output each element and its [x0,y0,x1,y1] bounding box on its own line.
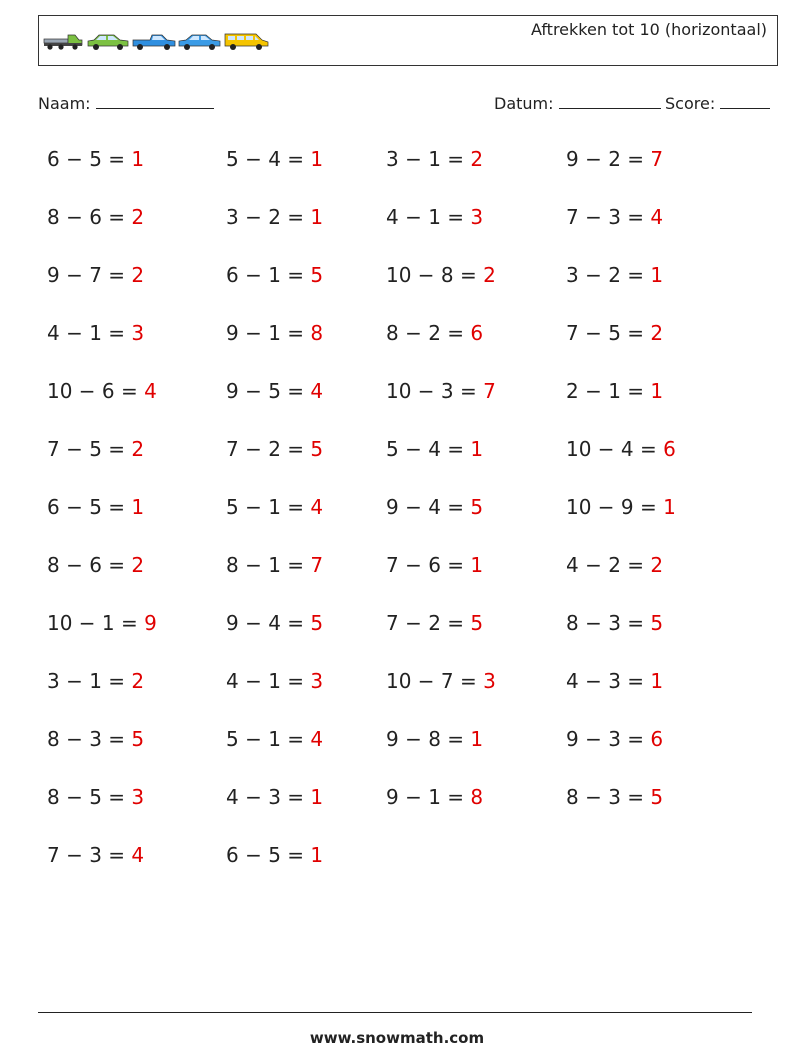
problem-answer: 4 [650,205,664,229]
problem-item [226,379,323,403]
problem-answer: 1 [470,553,484,577]
problem-question: 3 − 1 = [47,669,126,693]
blue-sedan-icon [179,35,220,50]
problem-question: 10 − 9 = [566,495,657,519]
problem-item [566,263,663,287]
problem-question: 5 − 4 = [386,437,465,461]
problem-item [226,785,323,809]
problem-question: 7 − 6 = [386,553,465,577]
problem-question: 4 − 1 = [386,205,465,229]
problem-item [47,205,144,229]
problem-answer: 2 [131,263,145,287]
footer-divider [38,1012,752,1013]
problem-item [386,553,483,577]
problem-item [47,147,144,171]
problem-question: 8 − 1 = [226,553,305,577]
worksheet-header [38,15,778,66]
name-blank [96,94,214,109]
problem-item [386,785,483,809]
problem-question: 8 − 3 = [47,727,126,751]
problem-question: 3 − 2 = [566,263,645,287]
problem-question: 6 − 5 = [47,495,126,519]
problem-item [47,495,144,519]
problem-question: 4 − 3 = [566,669,645,693]
problem-question: 7 − 5 = [47,437,126,461]
problem-item [566,727,663,751]
problem-answer: 7 [310,553,324,577]
problem-answer: 4 [310,379,324,403]
worksheet-title: Aftrekken tot 10 (horizontaal) [530,20,767,39]
problem-question: 4 − 1 = [226,669,305,693]
problem-answer: 6 [470,321,484,345]
blue-pickup-icon [133,35,175,50]
problem-answer: 8 [310,321,324,345]
problem-question: 6 − 1 = [226,263,305,287]
score-field [665,94,770,113]
problem-question: 9 − 4 = [386,495,465,519]
problem-item [386,263,496,287]
problem-answer: 5 [310,263,324,287]
problem-item [47,669,144,693]
problem-question: 5 − 1 = [226,495,305,519]
problem-item [47,843,144,867]
problem-answer: 2 [650,321,664,345]
problem-question: 8 − 6 = [47,553,126,577]
problem-item [566,669,663,693]
problem-item [566,553,663,577]
problem-question: 4 − 3 = [226,785,305,809]
problem-answer: 9 [144,611,157,635]
problem-answer: 2 [470,147,484,171]
problem-answer: 5 [310,437,324,461]
problem-item [226,495,323,519]
problem-question: 3 − 1 = [386,147,465,171]
problem-answer: 6 [663,437,676,461]
problem-answer: 5 [310,611,324,635]
problem-question: 10 − 8 = [386,263,477,287]
problem-answer: 1 [131,495,145,519]
problem-item [566,785,663,809]
problem-answer: 1 [650,263,664,287]
problem-question: 6 − 5 = [47,147,126,171]
problem-item [386,611,483,635]
problem-item [47,553,144,577]
problem-answer: 7 [483,379,496,403]
problem-answer: 3 [131,785,145,809]
problem-item [386,669,496,693]
problem-answer: 2 [131,553,145,577]
problem-answer: 4 [310,495,324,519]
problem-answer: 6 [650,727,664,751]
problem-item [386,379,496,403]
problem-answer: 1 [131,147,145,171]
problem-question: 9 − 3 = [566,727,645,751]
problem-answer: 5 [650,785,664,809]
problem-question: 6 − 5 = [226,843,305,867]
score-blank [720,94,770,109]
problem-answer: 1 [310,785,324,809]
problem-item [386,437,483,461]
date-label: Datum: [494,94,554,113]
problem-question: 8 − 3 = [566,785,645,809]
problem-item [226,205,323,229]
problem-item [566,495,676,519]
problem-question: 9 − 5 = [226,379,305,403]
problem-answer: 2 [483,263,496,287]
problem-answer: 5 [131,727,145,751]
problem-answer: 3 [470,205,484,229]
problem-answer: 1 [663,495,676,519]
yellow-van-icon [225,34,268,50]
name-label: Naam: [38,94,91,113]
problem-question: 9 − 7 = [47,263,126,287]
problem-item [47,379,157,403]
problem-question: 8 − 5 = [47,785,126,809]
problem-item [386,727,483,751]
problem-answer: 1 [650,669,664,693]
footer-url: www.snowmath.com [309,1029,485,1047]
problem-question: 8 − 3 = [566,611,645,635]
problem-item [226,321,323,345]
date-field [494,94,661,113]
problem-question: 5 − 1 = [226,727,305,751]
problem-item [47,785,144,809]
problem-question: 7 − 3 = [566,205,645,229]
problem-item [47,437,144,461]
problem-answer: 2 [650,553,664,577]
name-field [38,94,214,113]
problem-question: 9 − 1 = [226,321,305,345]
problem-item [226,843,323,867]
problem-question: 3 − 2 = [226,205,305,229]
problem-answer: 2 [131,205,145,229]
problem-item [566,437,676,461]
problem-item [47,321,144,345]
problem-item [566,611,663,635]
problem-item [226,553,323,577]
problem-item [47,611,157,635]
problem-answer: 2 [131,437,145,461]
problem-question: 10 − 6 = [47,379,138,403]
problem-question: 7 − 2 = [386,611,465,635]
problem-question: 10 − 4 = [566,437,657,461]
problem-question: 10 − 3 = [386,379,477,403]
problem-question: 9 − 2 = [566,147,645,171]
date-blank [559,94,661,109]
problem-item [226,263,323,287]
problem-item [226,611,323,635]
problem-answer: 8 [470,785,484,809]
problem-item [386,495,483,519]
problem-question: 9 − 1 = [386,785,465,809]
problem-answer: 1 [650,379,664,403]
problem-question: 9 − 4 = [226,611,305,635]
problem-answer: 1 [310,147,324,171]
problem-answer: 5 [650,611,664,635]
problem-answer: 4 [310,727,324,751]
problem-question: 4 − 1 = [47,321,126,345]
problem-item [386,147,483,171]
problem-question: 8 − 2 = [386,321,465,345]
problem-answer: 4 [131,843,145,867]
problem-item [566,147,663,171]
problem-answer: 3 [483,669,496,693]
problem-question: 7 − 2 = [226,437,305,461]
problem-item [226,727,323,751]
problem-answer: 1 [470,437,484,461]
problem-answer: 1 [310,843,324,867]
problem-question: 4 − 2 = [566,553,645,577]
problem-answer: 3 [310,669,324,693]
problem-answer: 5 [470,611,484,635]
problem-question: 2 − 1 = [566,379,645,403]
problem-answer: 5 [470,495,484,519]
problem-question: 7 − 5 = [566,321,645,345]
problem-item [47,263,144,287]
problem-question: 5 − 4 = [226,147,305,171]
problem-answer: 2 [131,669,145,693]
problem-item [226,669,323,693]
problem-question: 9 − 8 = [386,727,465,751]
problem-question: 10 − 7 = [386,669,477,693]
problem-item [386,321,483,345]
problem-item [566,205,663,229]
problem-item [566,379,663,403]
problem-question: 8 − 6 = [47,205,126,229]
problem-item [47,727,144,751]
problem-answer: 7 [650,147,664,171]
problem-item [226,147,323,171]
score-label: Score: [665,94,716,113]
problem-item [226,437,323,461]
green-car-icon [88,35,128,50]
problem-answer: 1 [470,727,484,751]
problem-item [386,205,483,229]
problem-question: 10 − 1 = [47,611,138,635]
flatbed-truck-icon [44,35,82,50]
problem-question: 7 − 3 = [47,843,126,867]
problem-answer: 1 [310,205,324,229]
problem-item [566,321,663,345]
problem-answer: 4 [144,379,157,403]
vehicles-illustration [42,30,272,52]
problem-answer: 3 [131,321,145,345]
